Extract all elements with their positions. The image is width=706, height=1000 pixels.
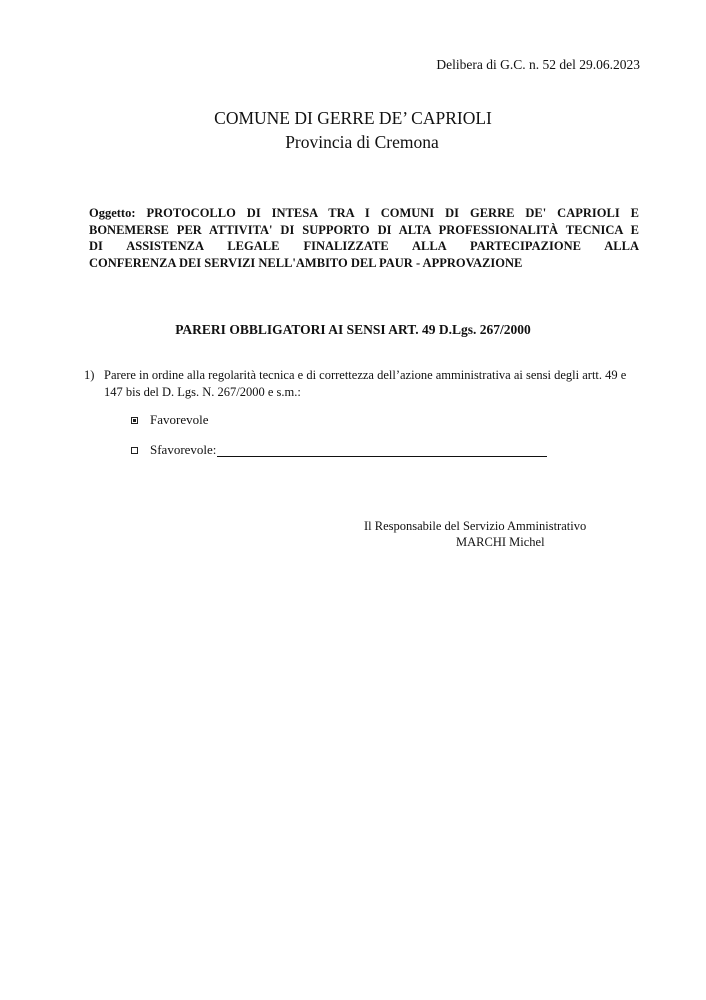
checked-checkbox-icon[interactable]: [131, 417, 138, 424]
signature-name: MARCHI Michel: [456, 535, 545, 549]
oggetto-paragraph: [89, 205, 639, 271]
oggetto-line: BONEMERSE PER ATTIVITA' DI SUPPORTO DI ALTA PROFESSIONALITÀ TECNICA E: [89, 222, 639, 237]
parere-item-text: Parere in ordine alla regolarità tecnica e di correttezza dell’azione amministrativa ai sensi degli artt. 49 e 147 bis del D. Lgs. N. 267/2000 e s.m.:: [104, 368, 627, 399]
signature-block: [364, 518, 586, 550]
comune-title: COMUNE DI GERRE DE’ CAPRIOLI: [214, 108, 492, 128]
provincia-subtitle: Provincia di Cremona: [285, 132, 439, 152]
option-favorevole[interactable]: [131, 412, 208, 428]
oggetto-line: DI ASSISTENZA LEGALE FINALIZZATE ALLA PARTECIPAZIONE ALLA: [89, 239, 639, 253]
oggetto-line: Oggetto: PROTOCOLLO DI INTESA TRA I COMUNI DI GERRE DE' CAPRIOLI E: [89, 206, 639, 220]
signature-role: Il Responsabile del Servizio Amministrativo: [364, 519, 587, 533]
option-sfavorevole[interactable]: [131, 442, 547, 458]
sfavorevole-blank-line: [217, 444, 547, 457]
parere-item-number: 1): [84, 368, 95, 382]
pareri-heading: PARERI OBBLIGATORI AI SENSI ART. 49 D.Lgs. 267/2000: [175, 322, 531, 337]
option-favorevole-label: Favorevole: [150, 412, 209, 427]
option-sfavorevole-label: Sfavorevole:: [150, 442, 217, 457]
delibera-reference: Delibera di G.C. n. 52 del 29.06.2023: [436, 57, 640, 72]
oggetto-line: CONFERENZA DEI SERVIZI NELL'AMBITO DEL PAUR - APPROVAZIONE: [89, 255, 523, 270]
unchecked-checkbox-icon[interactable]: [131, 447, 138, 454]
